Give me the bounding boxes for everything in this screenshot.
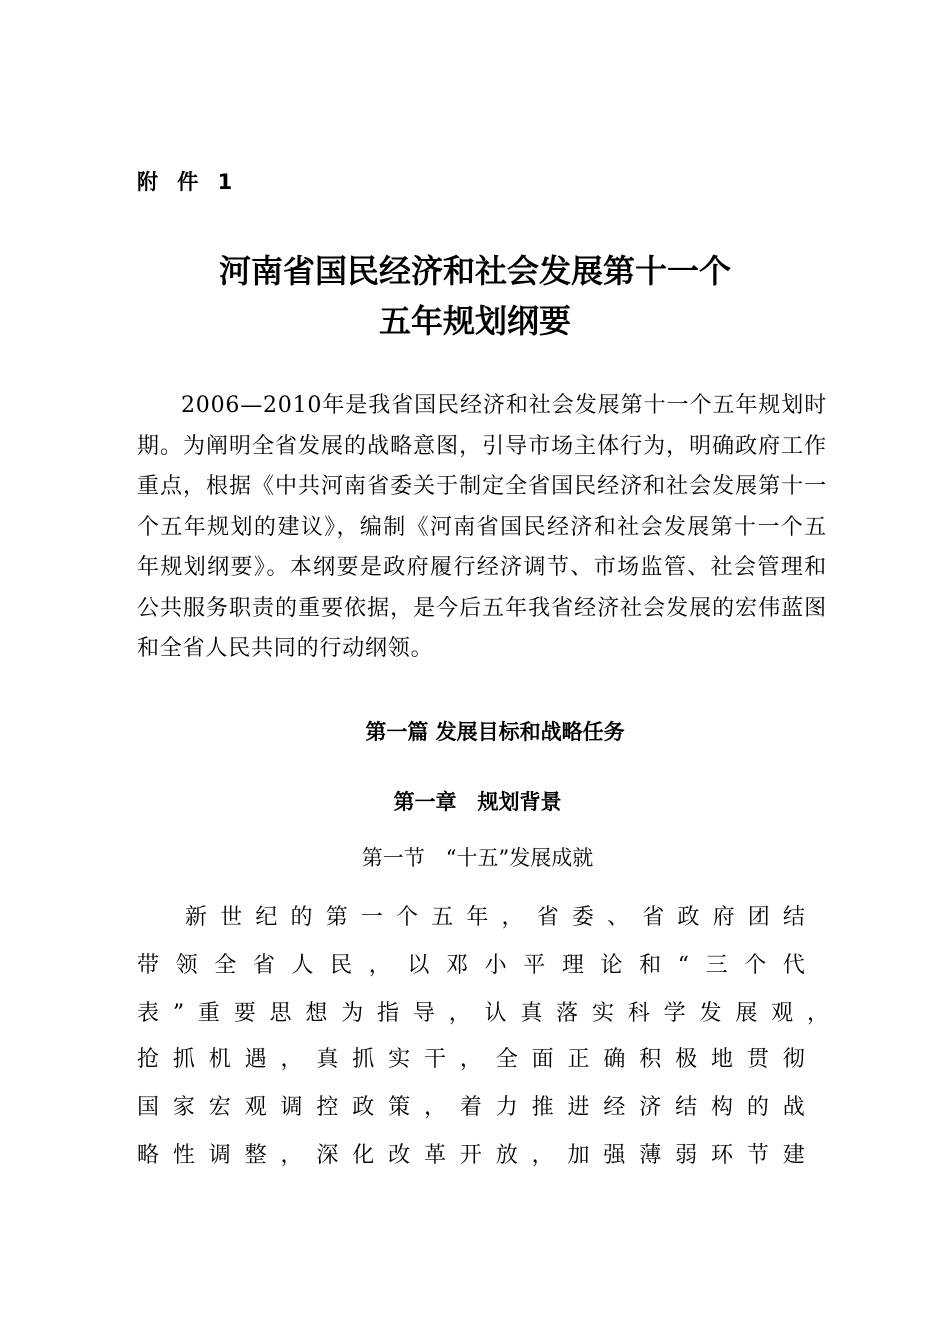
body-char: ” bbox=[172, 1001, 185, 1026]
body-char: 国 bbox=[137, 1095, 160, 1120]
body-line-4 bbox=[137, 1045, 805, 1075]
body-char: 实 bbox=[388, 1047, 411, 1072]
body-char: 确 bbox=[603, 1047, 626, 1072]
body-char: 经 bbox=[603, 1095, 626, 1120]
body-char: 开 bbox=[459, 1143, 482, 1168]
body-char: ， bbox=[280, 1143, 303, 1168]
body-char: 环 bbox=[711, 1143, 734, 1168]
body-line-5 bbox=[137, 1093, 805, 1123]
body-char: 正 bbox=[567, 1047, 590, 1072]
body-char: 加 bbox=[567, 1143, 590, 1168]
body-char: 发 bbox=[699, 1001, 722, 1026]
body-char: 展 bbox=[735, 1001, 758, 1026]
chapter-heading: 第一章 规划背景 bbox=[393, 790, 562, 814]
body-char: 省 bbox=[642, 905, 665, 930]
body-char: 全 bbox=[214, 953, 237, 978]
document-title-line-2: 五年规划纲要 bbox=[378, 302, 571, 340]
body-char: 导 bbox=[412, 1001, 435, 1026]
body-char: 政 bbox=[677, 905, 700, 930]
body-char: ， bbox=[424, 1095, 447, 1120]
body-char: 地 bbox=[711, 1047, 734, 1072]
body-char: 积 bbox=[639, 1047, 662, 1072]
body-char: 新 bbox=[185, 905, 208, 930]
body-char: 真 bbox=[520, 1001, 543, 1026]
body-char: 抢 bbox=[137, 1047, 160, 1072]
body-char: 个 bbox=[744, 953, 767, 978]
body-char: 和 bbox=[639, 953, 662, 978]
body-char: 一 bbox=[360, 905, 383, 930]
body-char: 理 bbox=[561, 953, 584, 978]
body-char: ， bbox=[531, 1143, 554, 1168]
section-heading: 第一节 “十五”发展成就 bbox=[361, 846, 594, 870]
body-char: 进 bbox=[567, 1095, 590, 1120]
body-char: ， bbox=[806, 1001, 829, 1026]
body-char: 、 bbox=[607, 905, 630, 930]
body-char: 观 bbox=[771, 1001, 794, 1026]
body-char: 落 bbox=[556, 1001, 579, 1026]
body-char: 邓 bbox=[446, 953, 469, 978]
body-char: 彻 bbox=[782, 1047, 805, 1072]
body-char: 结 bbox=[675, 1095, 698, 1120]
body-char: 遇 bbox=[244, 1047, 267, 1072]
body-char: 化 bbox=[352, 1143, 375, 1168]
body-char: 省 bbox=[252, 953, 275, 978]
body-char: 省 bbox=[536, 905, 559, 930]
body-char: 代 bbox=[782, 953, 805, 978]
body-char: 构 bbox=[711, 1095, 734, 1120]
body-char: 深 bbox=[316, 1143, 339, 1168]
body-char: 第 bbox=[325, 905, 348, 930]
body-char: 节 bbox=[746, 1143, 769, 1168]
body-char: 战 bbox=[782, 1095, 805, 1120]
body-char: 团 bbox=[747, 905, 770, 930]
body-char: 为 bbox=[341, 1001, 364, 1026]
body-char: 重 bbox=[197, 1001, 220, 1026]
body-char: 表 bbox=[137, 1001, 160, 1026]
body-char: 极 bbox=[675, 1047, 698, 1072]
attachment-label: 附 件 1 bbox=[137, 170, 239, 194]
body-char: 年 bbox=[466, 905, 489, 930]
body-char: 人 bbox=[291, 953, 314, 978]
body-char: 小 bbox=[484, 953, 507, 978]
body-char: 推 bbox=[531, 1095, 554, 1120]
body-char: 平 bbox=[523, 953, 546, 978]
body-char: 抓 bbox=[352, 1047, 375, 1072]
body-char: 带 bbox=[137, 953, 160, 978]
body-char: ， bbox=[280, 1047, 303, 1072]
body-char: 五 bbox=[431, 905, 454, 930]
body-char: 济 bbox=[639, 1095, 662, 1120]
body-char: 政 bbox=[352, 1095, 375, 1120]
body-char: 科 bbox=[627, 1001, 650, 1026]
body-char: 观 bbox=[244, 1095, 267, 1120]
body-char: 领 bbox=[175, 953, 198, 978]
body-char: 力 bbox=[495, 1095, 518, 1120]
body-char: 指 bbox=[377, 1001, 400, 1026]
body-char: 民 bbox=[330, 953, 353, 978]
body-line-6 bbox=[137, 1141, 805, 1171]
body-char: 想 bbox=[305, 1001, 328, 1026]
body-char: 调 bbox=[208, 1143, 231, 1168]
body-char: 委 bbox=[571, 905, 594, 930]
body-char: 改 bbox=[388, 1143, 411, 1168]
body-char: 弱 bbox=[675, 1143, 698, 1168]
body-char: 论 bbox=[600, 953, 623, 978]
body-char: 全 bbox=[495, 1047, 518, 1072]
body-char: 略 bbox=[137, 1143, 160, 1168]
body-char: 薄 bbox=[639, 1143, 662, 1168]
body-char: 宏 bbox=[208, 1095, 231, 1120]
body-char: 真 bbox=[316, 1047, 339, 1072]
body-char: 建 bbox=[782, 1143, 805, 1168]
body-char: 府 bbox=[712, 905, 735, 930]
body-char: 学 bbox=[663, 1001, 686, 1026]
body-char: 整 bbox=[244, 1143, 267, 1168]
body-char: 思 bbox=[269, 1001, 292, 1026]
body-char: 个 bbox=[396, 905, 419, 930]
body-line-2 bbox=[137, 951, 805, 981]
body-char: 实 bbox=[592, 1001, 615, 1026]
body-char: 的 bbox=[290, 905, 313, 930]
document-title bbox=[0, 246, 950, 346]
body-line-1 bbox=[185, 903, 805, 933]
body-char: 调 bbox=[280, 1095, 303, 1120]
body-char: 抓 bbox=[172, 1047, 195, 1072]
body-char: 机 bbox=[208, 1047, 231, 1072]
body-char: 面 bbox=[531, 1047, 554, 1072]
body-char: 贯 bbox=[746, 1047, 769, 1072]
body-char: 强 bbox=[603, 1143, 626, 1168]
body-char: 革 bbox=[424, 1143, 447, 1168]
body-char: 要 bbox=[233, 1001, 256, 1026]
body-char: ， bbox=[368, 953, 391, 978]
body-char: 干 bbox=[424, 1047, 447, 1072]
body-char: “ bbox=[677, 953, 689, 978]
body-char: 放 bbox=[495, 1143, 518, 1168]
body-char: 性 bbox=[172, 1143, 195, 1168]
body-char: 三 bbox=[705, 953, 728, 978]
body-char: ， bbox=[448, 1001, 471, 1026]
body-char: 的 bbox=[746, 1095, 769, 1120]
body-char: 结 bbox=[782, 905, 805, 930]
body-line-3 bbox=[137, 999, 829, 1029]
body-char: 控 bbox=[316, 1095, 339, 1120]
body-char: 策 bbox=[388, 1095, 411, 1120]
body-char: 认 bbox=[484, 1001, 507, 1026]
body-char: ， bbox=[459, 1047, 482, 1072]
body-char: 纪 bbox=[255, 905, 278, 930]
body-char: 家 bbox=[172, 1095, 195, 1120]
body-char: 世 bbox=[220, 905, 243, 930]
body-char: ， bbox=[501, 905, 524, 930]
body-char: 着 bbox=[459, 1095, 482, 1120]
part-heading: 第一篇 发展目标和战略任务 bbox=[365, 720, 625, 744]
body-char: 以 bbox=[407, 953, 430, 978]
document-title-line-1: 河南省国民经济和社会发展第十一个 bbox=[218, 252, 731, 290]
intro-paragraph: 2006—2010年是我省国民经济和社会发展第十一个五年规划时期。为阐明全省发展的战略意图，引导市场主体行为，明确政府工作重点，根据《中共河南省委关于制定全省国民经济和社会发展第十一个五年规划的建议》，编制《河南省国民经济和社会发展第十一个五年规划纲要》。本纲要是政府履行经济调节、市场监管、社会管理和公共服务职责的重要依据，是今后五年我省经济社会发展的宏伟蓝图和全省人民共同的行动纲领。 bbox=[137, 393, 827, 661]
